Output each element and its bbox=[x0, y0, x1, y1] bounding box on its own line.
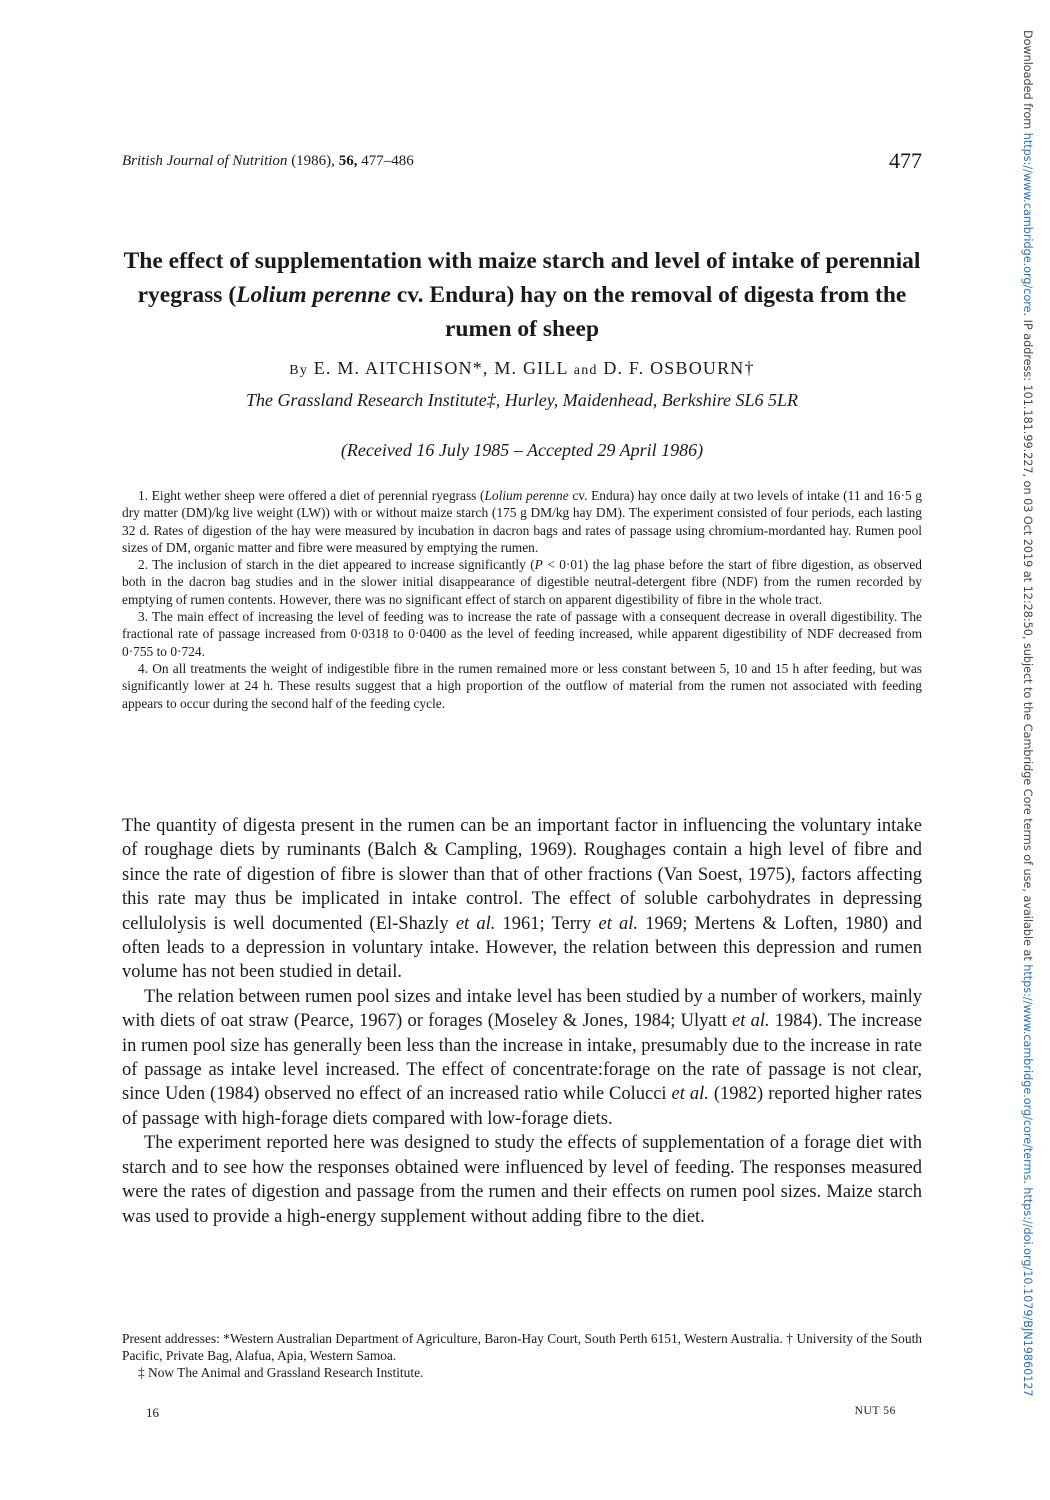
text-run: 2. The inclusion of starch in the diet appeared to increase significantly ( bbox=[138, 557, 535, 573]
footnote-addresses: Present addresses: *Western Australian Department of Agriculture, Baron-Hay Court, South Perth 6151, Western Australia. † University of the South Pacific, Private Bag, Alafua, Apia, Western Samoa. bbox=[122, 1331, 922, 1364]
journal-citation bbox=[122, 153, 414, 170]
watermark-link-doi[interactable]: https://doi.org/10.1079/BJN19860127 bbox=[1021, 1187, 1034, 1397]
author-osbourn: D. F. OSBOURN† bbox=[603, 358, 755, 378]
abstract-paragraph bbox=[122, 487, 922, 556]
author-gill: M. GILL bbox=[494, 358, 569, 378]
watermark-link-terms[interactable]: https://www.cambridge.org/core/terms bbox=[1021, 964, 1034, 1181]
watermark-text: . bbox=[1021, 1180, 1034, 1188]
text-run: The quantity of digesta present in the rumen can be an important factor in influencing the voluntary intake of roughage diets by ruminants (Balch & Campling, 1969). Roughages contain a high level of fibre and since the rate of digestion of fibre is slower than that of other fractions (Van Soest, 1975), factors affecting this rate may thus be implicated in intake control. The effect of soluble carbohydrates in depressing cellulolysis is well documented (El-Shazly bbox=[122, 816, 922, 934]
italic-run: P bbox=[534, 557, 543, 573]
text-run: 1. Eight wether sheep were offered a diet of perennial ryegrass ( bbox=[138, 488, 485, 503]
journal-volume: 56, bbox=[338, 153, 358, 169]
text-run: The relation between rumen pool sizes and intake level has been studied by a number of workers, mainly with diets of oat straw (Pearce, 1967) or forages (Moseley & Jones, 1984; Ulyatt bbox=[122, 986, 922, 1032]
body-text bbox=[122, 814, 922, 1229]
by-word: By bbox=[289, 363, 309, 378]
title-part: The effect of supplementation with maize starch and level of intake of perennial ryegrass ( bbox=[123, 248, 921, 308]
italic-run: et al. bbox=[598, 913, 639, 934]
body-paragraph bbox=[122, 985, 922, 1131]
abstract-paragraph: 3. The main effect of increasing the level of feeding was to increase the rate of passage with a consequent decrease in overall digestibility. The fractional rate of passage increased from 0·0318 to 0·0400 as the level of feeding increased, while apparent digestibility of NDF decreased from 0·755 to 0·724. bbox=[122, 609, 922, 659]
title-part: cv. Endura) hay on the removal of digesta from the rumen of sheep bbox=[390, 282, 907, 342]
italic-run: et al. bbox=[732, 1011, 770, 1032]
received-dates: (Received 16 July 1985 – Accepted 29 April 1986) bbox=[340, 440, 704, 460]
text-run: cv. Endura) hay once daily at two levels of intake (11 and 16·5 g dry matter (DM)/kg live weight (LW)) with or without maize starch (175 g DM/kg hay DM). The experiment consisted of four periods, each lasting 32 d. Rates of digestion of the hay were measured by incubation in dacron bags and rates of passage using chromium-mordanted hay. Rumen pool sizes of DM, organic matter and fibre were measured by emptying the rumen. bbox=[122, 488, 922, 555]
italic-run: et al. bbox=[671, 1084, 709, 1105]
text-run: < 0·01) the lag phase before the start of fibre digestion, as observed both in the dacron bag studies and in the slower initial disappearance of digestible neutral-detergent fibre (NDF) from the rumen recorded by emptying of rumen contents. However, there was no significant effect of starch on apparent digestibility of fibre in the whole tract. bbox=[122, 557, 922, 607]
and-word: and bbox=[573, 363, 598, 378]
author-aitchison: E. M. AITCHISON*, bbox=[313, 358, 489, 378]
italic-run: Lolium perenne bbox=[484, 488, 569, 503]
body-paragraph bbox=[122, 814, 922, 985]
italic-run: et al. bbox=[455, 913, 496, 934]
article-title bbox=[122, 244, 922, 346]
journal-pages: 477–486 bbox=[361, 153, 414, 169]
watermark-text: . IP address: 101.181.99.227, on 03 Oct 2019 at 12:28:50, subject to the Cambridge Core terms of use, available at bbox=[1021, 312, 1034, 965]
abstract bbox=[122, 487, 922, 712]
watermark-text: Downloaded from bbox=[1021, 30, 1034, 133]
text-run: 1969; Mertens & Loften, 1980) and often leads to a depression in voluntary intake. However, the relation between this depression and rumen volume has not been studied in detail. bbox=[122, 913, 922, 983]
footnotes bbox=[122, 1330, 922, 1382]
journal-name: British Journal of Nutrition bbox=[122, 153, 288, 169]
affiliation: The Grassland Research Institute‡, Hurley, Maidenhead, Berkshire SL6 5LR bbox=[245, 390, 799, 410]
body-paragraph: The experiment reported here was designed to study the effects of supplementation of a forage diet with starch and to see how the responses obtained were influenced by level of feeding. The responses measured were the rates of digestion and passage from the rumen and their effects on rumen pool sizes. Maize starch was used to provide a high-energy supplement without adding fibre to the diet. bbox=[122, 1133, 922, 1227]
abstract-paragraph: 4. On all treatments the weight of indigestible fibre in the rumen remained more or less constant between 5, 10 and 15 h after feeding, but was significantly lower at 24 h. These results suggest that a high proportion of the outflow of material from the rumen not associated with feeding appears to occur during the second half of the feeding cycle. bbox=[122, 660, 922, 711]
footnote-institute: ‡ Now The Animal and Grassland Research Institute. bbox=[138, 1365, 424, 1381]
journal-code: NUT 56 bbox=[854, 1405, 896, 1417]
text-run: (1982) reported higher rates of passage with high-forage diets compared with low-forage diets. bbox=[122, 1084, 922, 1129]
download-watermark bbox=[1014, 30, 1034, 1450]
journal-year: (1986), bbox=[291, 153, 335, 169]
title-species: Lolium perenne bbox=[236, 282, 391, 308]
page-number: 477 bbox=[889, 148, 922, 173]
signature-mark: 16 bbox=[146, 1405, 159, 1420]
abstract-paragraph bbox=[122, 556, 922, 608]
text-run: 1984). The increase in rumen pool size has generally been less than the increase in intake, presumably due to the increase in rate of passage as intake level increased. The effect of concentrate:forage on the rate of passage is not clear, since Uden (1984) observed no effect of an increased ratio while Colucci bbox=[122, 1011, 922, 1105]
author-line bbox=[122, 358, 922, 379]
watermark-link-core[interactable]: https://www.cambridge.org/core bbox=[1021, 132, 1034, 313]
text-run: 1961; Terry bbox=[495, 913, 599, 934]
